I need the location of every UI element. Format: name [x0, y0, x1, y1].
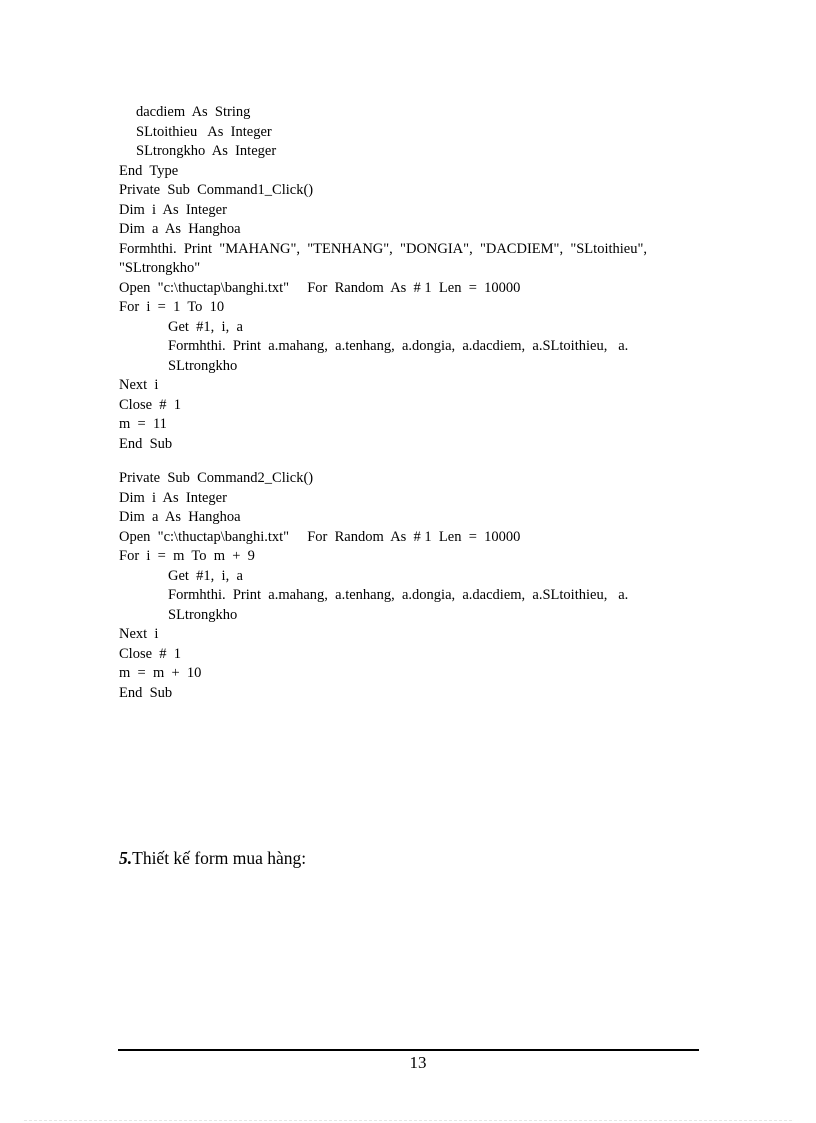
code-line: Dim i As Integer — [119, 489, 227, 506]
code-line: "SLtrongkho" — [119, 260, 201, 276]
code-line: Close # 1 — [119, 645, 182, 662]
code-line: dacdiem As String — [136, 104, 251, 120]
code-listing-first — [119, 103, 699, 454]
code-line: Open "c:\thuctap\banghi.txt" For Random As # 1 Len = 10000 — [119, 528, 521, 545]
code-line: Close # 1 — [119, 396, 182, 413]
code-line: SLtrongkho — [168, 357, 238, 374]
section-heading — [119, 846, 306, 870]
code-line: End Type — [119, 162, 179, 179]
code-line: SLtrongkho As Integer — [136, 143, 277, 159]
code-line: Private Sub Command2_Click() — [119, 470, 314, 486]
code-line: Dim i As Integer — [119, 201, 227, 218]
code-line: End Sub — [119, 435, 173, 452]
code-line: Dim a As Hanghoa — [119, 221, 241, 237]
code-line: For i = 1 To 10 — [119, 299, 225, 315]
page-edge-divider — [24, 1120, 792, 1122]
code-line: Formhthi. Print a.mahang, a.tenhang, a.dongia, a.dacdiem, a.SLtoithieu, a. — [168, 587, 629, 603]
code-line: m = m + 10 — [119, 665, 202, 681]
code-line: Get #1, i, a — [168, 318, 243, 335]
code-line: Private Sub Command1_Click() — [119, 182, 314, 198]
code-line: Get #1, i, a — [168, 567, 243, 584]
code-line: Formhthi. Print "MAHANG", "TENHANG", "DONGIA", "DACDIEM", "SLtoithieu", — [119, 240, 648, 257]
section-title: Thiết kế form mua hàng: — [132, 848, 307, 868]
code-line: m = 11 — [119, 416, 167, 432]
code-line: End Sub — [119, 684, 173, 701]
section-number: 5. — [119, 848, 133, 868]
footer-rule — [118, 1049, 699, 1051]
code-line: SLtrongkho — [168, 606, 238, 623]
code-line: Dim a As Hanghoa — [119, 509, 241, 525]
code-line: Next i — [119, 626, 159, 642]
code-line: For i = m To m + 9 — [119, 548, 255, 564]
code-line: SLtoithieu As Integer — [136, 123, 272, 140]
code-line: Next i — [119, 377, 159, 393]
code-line: Open "c:\thuctap\banghi.txt" For Random As # 1 Len = 10000 — [119, 279, 521, 296]
page-number: 13 — [409, 1053, 427, 1072]
code-listing-second — [119, 469, 699, 703]
code-line: Formhthi. Print a.mahang, a.tenhang, a.dongia, a.dacdiem, a.SLtoithieu, a. — [168, 338, 629, 354]
